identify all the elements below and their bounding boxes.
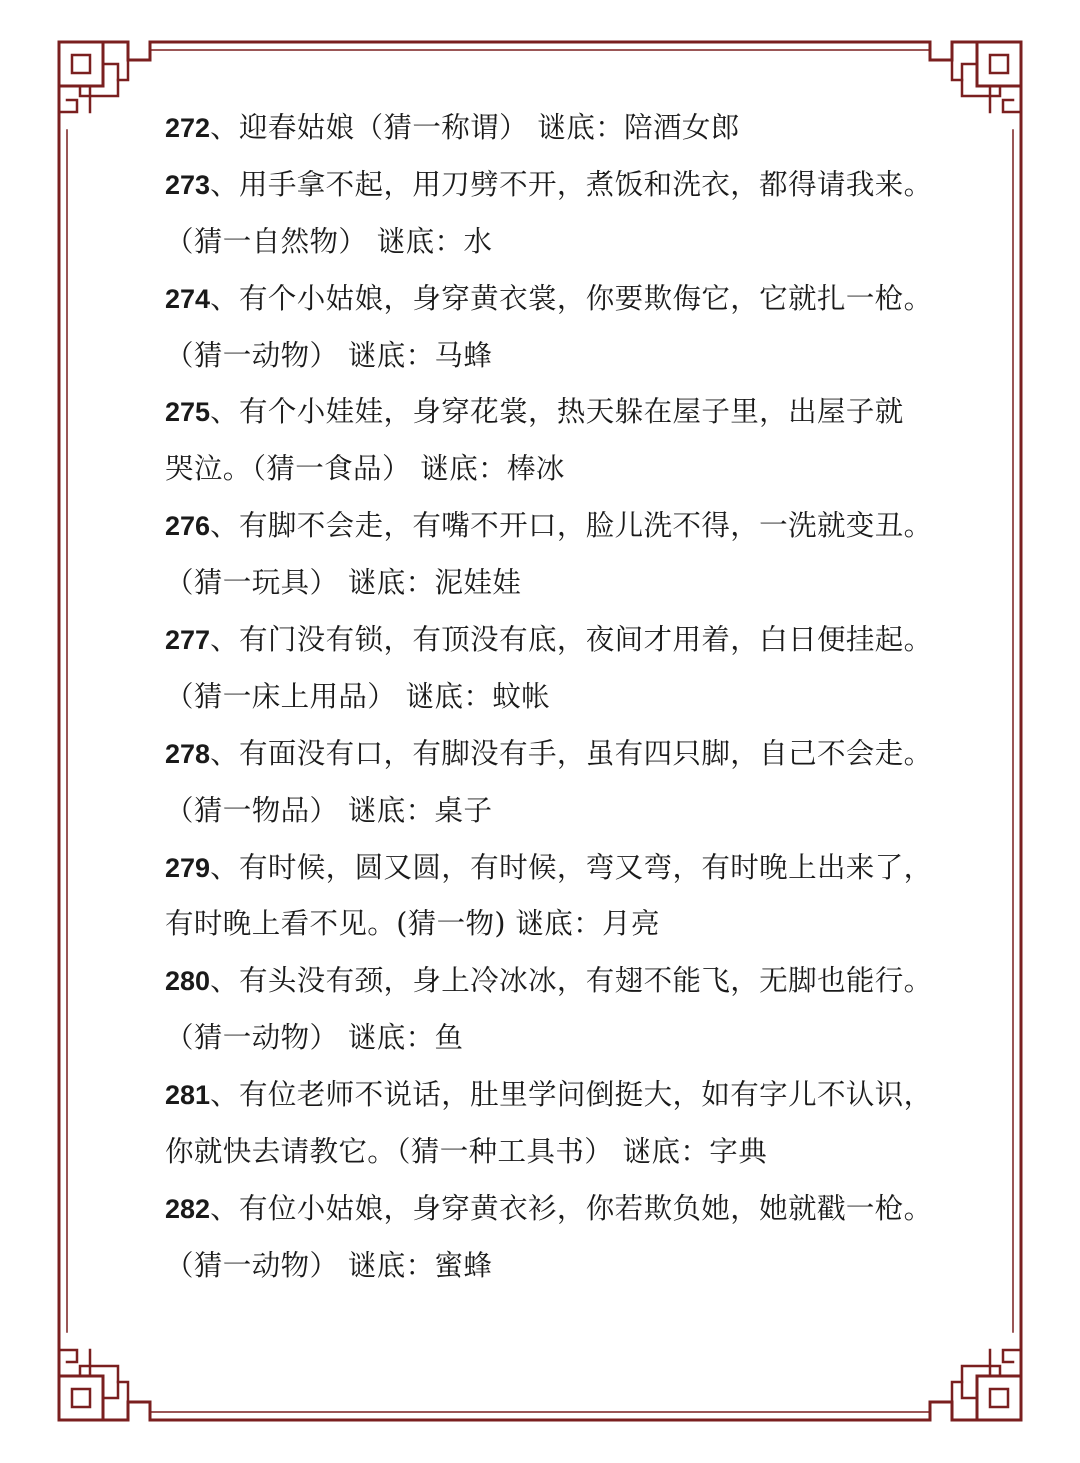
riddle-278-line-1 — [165, 726, 933, 783]
riddle-answer: （猜一物品） 谜底：桌子 — [165, 793, 493, 827]
riddle-number: 276 — [165, 511, 211, 542]
riddle-text: 、有个小娃娃，身穿花裳，热天躲在屋子里，出屋子就 — [210, 395, 904, 429]
riddle-text: 、有时候，圆又圆，有时候，弯又弯，有时晚上出来了， — [210, 850, 933, 884]
riddle-text: 、有位老师不说话，肚里学问倒挺大，如有字儿不认识， — [210, 1078, 933, 1112]
riddle-277-line-1 — [165, 612, 933, 669]
riddle-275-line-1 — [165, 384, 925, 441]
riddle-number: 281 — [165, 1080, 211, 1111]
corner-ornament-top-right — [930, 42, 1021, 130]
riddle-answer: （猜一动物） 谜底：鱼 — [165, 1021, 464, 1055]
riddle-text: 、有门没有锁，有顶没有底，夜间才用着，白日便挂起。 — [210, 623, 933, 657]
riddle-answer: （猜一动物） 谜底：蜜蜂 — [165, 1248, 493, 1282]
riddle-text: 、有位小姑娘，身穿黄衣衫，你若欺负她，她就戳一枪。 — [210, 1191, 933, 1225]
riddle-272-line-1 — [165, 100, 925, 157]
riddle-text: 、有头没有颈，身上冷冰冰，有翅不能飞，无脚也能行。 — [210, 964, 933, 998]
corner-ornament-bottom-right — [930, 1332, 1021, 1420]
riddle-278-line-2 — [165, 783, 925, 840]
riddle-273-line-2 — [165, 214, 925, 271]
riddle-text: 、有个小姑娘，身穿黄衣裳，你要欺侮它，它就扎一枪。 — [210, 281, 933, 315]
riddle-answer: （猜一动物） 谜底：马蜂 — [165, 338, 493, 372]
riddle-276-line-2 — [165, 555, 925, 612]
riddle-274-line-1 — [165, 271, 933, 328]
riddle-number: 280 — [165, 966, 211, 997]
riddle-list — [165, 100, 933, 1295]
riddle-number: 275 — [165, 397, 211, 428]
riddle-answer: （猜一玩具） 谜底：泥娃娃 — [165, 566, 522, 600]
riddle-273-line-1 — [165, 157, 933, 214]
riddle-number: 279 — [165, 852, 211, 883]
riddle-275-line-2 — [165, 441, 925, 498]
riddle-text: 、迎春姑娘（猜一称谓） 谜底：陪酒女郎 — [210, 111, 740, 144]
riddle-276-line-1 — [165, 498, 933, 555]
riddle-answer: 有时晚上看不见。(猜一物) 谜底：月亮 — [165, 907, 660, 941]
riddle-279-line-1 — [165, 840, 933, 897]
riddle-280-line-1 — [165, 953, 933, 1010]
riddle-text: 、有脚不会走，有嘴不开口，脸儿洗不得，一洗就变丑。 — [210, 509, 933, 543]
riddle-answer: （猜一自然物） 谜底：水 — [165, 224, 493, 258]
riddle-text: 、有面没有口，有脚没有手，虽有四只脚，自己不会走。 — [210, 736, 933, 770]
riddle-279-line-2 — [165, 896, 925, 953]
riddle-number: 278 — [165, 738, 211, 769]
riddle-282-line-2 — [165, 1238, 925, 1295]
riddle-text: 、用手拿不起，用刀劈不开，煮饭和洗衣，都得请我来。 — [210, 167, 933, 201]
riddle-answer: 你就快去请教它。（猜一种工具书） 谜底：字典 — [165, 1135, 768, 1169]
riddle-answer: 哭泣。（猜一食品） 谜底：棒冰 — [165, 452, 565, 486]
corner-ornament-top-left — [59, 42, 150, 130]
riddle-number: 277 — [165, 625, 211, 656]
riddle-number: 273 — [165, 169, 211, 200]
riddle-281-line-1 — [165, 1067, 933, 1124]
riddle-277-line-2 — [165, 669, 925, 726]
riddle-number: 274 — [165, 283, 211, 314]
corner-ornament-bottom-left — [59, 1332, 150, 1420]
riddle-number: 282 — [165, 1193, 211, 1224]
riddle-number: 272 — [165, 113, 211, 143]
riddle-280-line-2 — [165, 1010, 925, 1067]
riddle-274-line-2 — [165, 328, 925, 385]
riddle-answer: （猜一床上用品） 谜底：蚊帐 — [165, 679, 551, 713]
riddle-282-line-1 — [165, 1181, 933, 1238]
riddle-281-line-2 — [165, 1124, 925, 1181]
